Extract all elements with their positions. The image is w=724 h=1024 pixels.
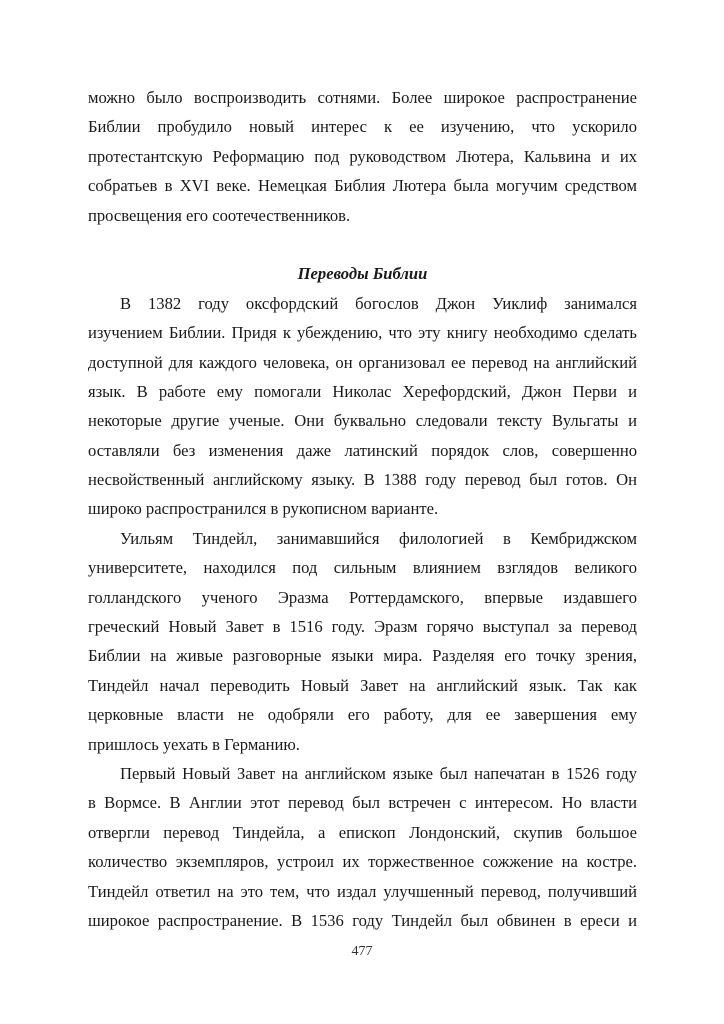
body-text xyxy=(88,83,637,935)
paragraph-continued xyxy=(88,83,637,230)
text-line: Уильям Тиндейл, занимавшийся филологией в Кембриджском xyxy=(120,528,637,548)
paragraph xyxy=(88,289,637,524)
blank-line xyxy=(88,230,637,259)
text-line: количество экземпляров, устроил их торжественное сожжение на костре. xyxy=(88,852,637,872)
page-number: 477 xyxy=(351,944,373,959)
text-line: изучением Библии. Придя к убеждению, что эту книгу необходимо сделать xyxy=(88,323,637,343)
text-line: широко распространился в рукописном варианте. xyxy=(88,499,439,519)
text-line: язык. В работе ему помогали Николас Херефордский, Джон Перви и xyxy=(88,381,637,401)
text-line: Тиндейл начал переводить Новый Завет на английский язык. Так как xyxy=(88,675,637,695)
text-line: широкое распространение. В 1536 году Тиндейл был обвинен в ереси и xyxy=(88,910,637,930)
text-line: можно было воспроизводить сотнями. Более широкое распространение xyxy=(88,88,637,107)
paragraph xyxy=(88,524,637,759)
text-line: Тиндейл ответил на это тем, что издал улучшенный перевод, получивший xyxy=(88,881,637,901)
paragraph xyxy=(88,759,637,935)
text-line: просвещения его соотечественников. xyxy=(88,205,351,225)
text-line: греческий Новый Завет в 1516 году. Эразм горячо выступал за перевод xyxy=(88,617,637,637)
text-line: отвергли перевод Тиндейла, а епископ Лондонский, скупив большое xyxy=(88,822,637,842)
text-line: Первый Новый Завет на английском языке был напечатан в 1526 году xyxy=(120,763,637,783)
text-line: доступной для каждого человека, он организовал ее перевод на английский xyxy=(88,352,637,372)
text-line: Библии на живые разговорные языки мира. Разделяя его точку зрения, xyxy=(88,646,637,666)
text-line: Библии пробудило новый интерес к ее изучению, что ускорило xyxy=(88,117,637,137)
text-line: несвойственный английскому языку. В 1388 году перевод был готов. Он xyxy=(88,470,637,490)
text-line: голландского ученого Эразма Роттердамского, впервые издавшего xyxy=(88,587,637,607)
text-line: пришлось уехать в Германию. xyxy=(88,734,300,754)
text-line: В 1382 году оксфордский богослов Джон Уиклиф занимался xyxy=(120,293,637,313)
text-line: в Вормсе. В Англии этот перевод был встречен с интересом. Но власти xyxy=(88,793,637,813)
section-heading: Переводы Библии xyxy=(297,264,428,284)
text-line: протестантскую Реформацию под руководством Лютера, Кальвина и их xyxy=(88,146,637,166)
text-line: собратьев в XVI веке. Немецкая Библия Лютера была могучим средством xyxy=(88,176,637,196)
text-line: университете, находился под сильным влиянием взглядов великого xyxy=(88,558,637,578)
text-line: некоторые другие ученые. Они буквально следовали тексту Вульгаты и xyxy=(88,411,637,431)
text-line: оставляли без изменения даже латинский порядок слов, совершенно xyxy=(88,440,637,460)
text-line: церковные власти не одобряли его работу, для ее завершения ему xyxy=(88,705,637,725)
